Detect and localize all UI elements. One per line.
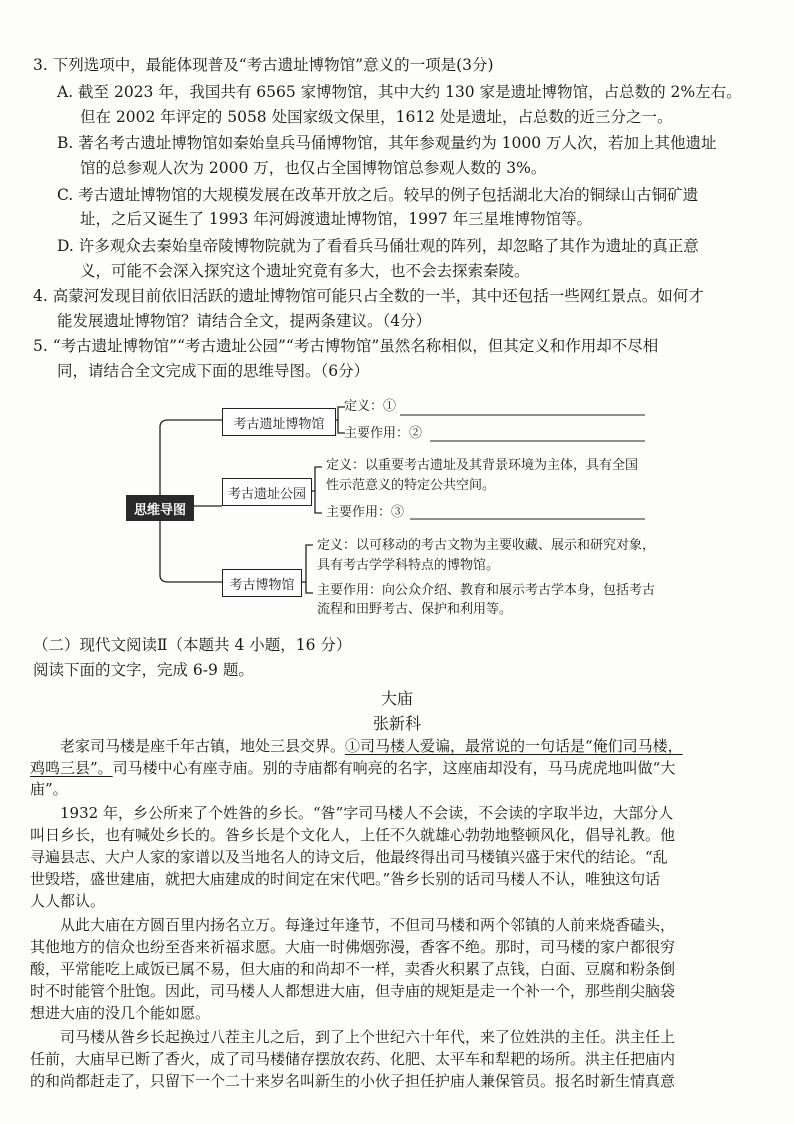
article-title: 大庙 [380, 689, 413, 708]
archaeology-museum-definition-cont: 具有考古学学科特点的博物馆。 [317, 558, 500, 573]
site-museum-function: 主要作用：② [344, 426, 423, 441]
article-p2-line3: 寻遍县志、大户人家的家谱以及当地名人的诗文后，他最终得出司马楼镇兴盛于宋代的结论。“乱 [30, 848, 668, 866]
article-p4-line1: 司马楼从昝乡长起换过八茬主儿之后，到了上个世纪六十年代，来了位姓洪的主任。洪主任上 [60, 1028, 676, 1046]
article-p3-line3: 酸，平常能吃上咸饭已属不易，但大庙的和尚却不一样，卖香火积累了点钱，白面、豆腐和粉条倒 [30, 960, 676, 978]
q3-option-a: A. 截至 2023 年，我国共有 6565 家博物馆，其中大约 130 家是遗址博物馆，占总数的 2%左右。 [57, 83, 742, 101]
article-p2-line4: 世毁塔，盛世建庙，就把大庙建成的时间定在宋代吧。”昝乡长别的话司马楼人不认，唯独这句话 [30, 870, 661, 888]
article-p3-line2: 其他地方的信众也纷至沓来祈福求愿。大庙一时佛烟弥漫，香客不绝。那时，司马楼的家户都很穷 [30, 938, 676, 956]
q3-option-c: C. 考古遗址博物馆的大规模发展在改革开放之后。较早的例子包括湖北大冶的铜绿山古铜矿遗 [57, 186, 699, 204]
article-p3-line1: 从此大庙在方圆百里内扬名立万。每逢过年逢节，不但司马楼和两个邻镇的人前来烧香磕头， [60, 916, 676, 934]
q3-option-b: B. 著名考古遗址博物馆如秦始皇兵马俑博物馆，其年参观量约为 1000 万人次，若加上其他遗址 [57, 134, 717, 152]
article-p4-line3: 的和尚都赶走了，只留下一个二十来岁名叫新生的小伙子担任护庙人兼保管员。报名时新生情真意 [30, 1072, 676, 1090]
underlined-sentence-1: ①司马楼人爱谝，最常说的一句话是“俺们司马楼， [345, 737, 683, 755]
question-4-line1: 4. 高蒙河发现目前依旧活跃的遗址博物馆可能只占全数的一半，其中还包括一些网红景点。如何才 [33, 287, 704, 305]
article-p2-line1: 1932 年，乡公所来了个姓昝的乡长。“昝”字司马楼人不会读，不会读的字取半边，大部分人 [60, 804, 674, 822]
article-p2-line2: 叫日乡长，也有喊处乡长的。昝乡长是个文化人，上任不久就雄心勃勃地整顿风化，倡导礼教。他 [30, 826, 676, 844]
question-3-stem: 3. 下列选项中，最能体现普及“考古遗址博物馆”意义的一项是(3分) [33, 56, 494, 74]
archaeology-museum-function: 主要作用：向公众介绍、教育和展示考古学本身，包括考古 [317, 583, 656, 598]
site-park-definition-cont: 性示范意义的特定公共空间。 [326, 478, 496, 493]
question-5-line1: 5. “考古遗址博物馆”“考古遗址公园”“考古博物馆”虽然名称相似，但其定义和作用却不尽相 [33, 337, 659, 355]
site-park-definition: 定义：以重要考古遗址及其背景环境为主体，具有全国 [326, 458, 639, 473]
site-museum-definition: 定义：① [344, 399, 397, 414]
mindmap-node-site-museum: 考古遗址博物馆 [222, 408, 336, 436]
underlined-sentence-1-cont: 鸡鸣三县”。 [30, 759, 113, 777]
mindmap-root: 思维导图 [126, 495, 194, 521]
q3-option-a-cont: 但在 2002 年评定的 5058 处国家级文保里，1612 处是遗址，占总数的近三分之一。 [80, 108, 673, 126]
q3-option-c-cont: 址，之后又诞生了 1993 年河姆渡遗址博物馆，1997 年三星堆博物馆等。 [80, 210, 593, 228]
q3-option-b-cont: 馆的总参观人次为 2000 万，也仅占全国博物馆总参观人数的 3%。 [80, 159, 547, 177]
article-author: 张新科 [372, 714, 421, 733]
article-p2-line5: 人人都认。 [30, 892, 106, 910]
archaeology-museum-function-cont: 流程和田野考古、保护和利用等。 [317, 602, 513, 617]
article-p3-line5: 想进大庙的没几个能如愿。 [30, 1004, 211, 1022]
question-5-line2: 同，请结合全文完成下面的思维导图。（6分） [57, 362, 370, 380]
mindmap-node-archaeology-museum: 考古博物馆 [222, 569, 302, 597]
mindmap-node-site-park: 考古遗址公园 [222, 478, 312, 506]
article-p4-line2: 任前，大庙早已断了香火，成了司马楼储存摆放农药、化肥、太平车和犁耙的场所。洪主任把庙内 [30, 1050, 676, 1068]
article-p3-line4: 时不时能管个肚饱。因此，司马楼人人都想进大庙，但寺庙的规矩是走一个补一个，那些削尖脑袋 [30, 982, 676, 1000]
q3-option-d-cont: 义，可能不会深入探究这个遗址究竟有多大，也不会去探索秦陵。 [80, 262, 530, 280]
section-heading: （二）现代文阅读Ⅱ（本题共 4 小题，16 分） [33, 636, 352, 654]
article-p1-line2: 鸡鸣三县”。司马楼中心有座寺庙。别的寺庙都有响亮的名字，这座庙却没有，马马虎虎地叫做“大 [30, 759, 676, 777]
section-instruction: 阅读下面的文字，完成 6-9 题。 [33, 661, 254, 679]
article-p1-line3: 庙”。 [30, 780, 68, 798]
archaeology-museum-definition: 定义：以可移动的考古文物为主要收藏、展示和研究对象， [317, 538, 656, 553]
question-4-line2: 能发展遗址博物馆？请结合全文，提两条建议。（4分） [57, 312, 432, 330]
q3-option-d: D. 许多观众去秦始皇帝陵博物院就为了看看兵马俑壮观的阵列，却忽略了其作为遗址的真正意 [57, 237, 699, 255]
site-park-function: 主要作用：③ [326, 505, 405, 520]
article-p1-line1: 老家司马楼是座千年古镇，地处三县交界。①司马楼人爱谝，最常说的一句话是“俺们司马楼， [60, 737, 683, 755]
